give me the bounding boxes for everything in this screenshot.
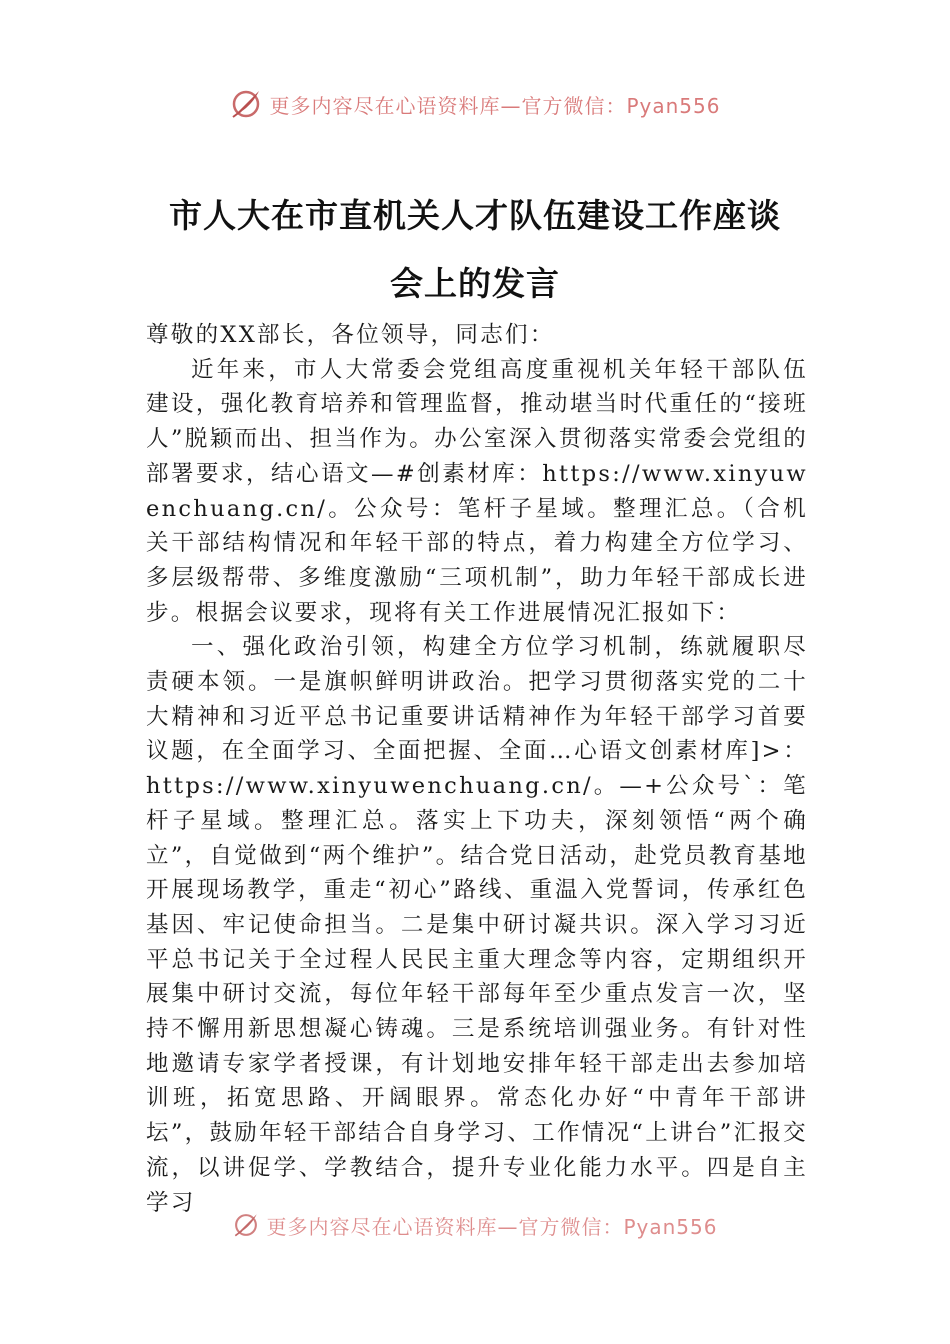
- document-body: [146, 318, 808, 1220]
- watermark-header: [0, 86, 950, 122]
- document-title-line-1: 市人大在市直机关人才队伍建设工作座谈: [169, 196, 781, 235]
- quill-logo-icon: [232, 1211, 260, 1239]
- salutation: 尊敬的XX部长，各位领导，同志们：: [146, 322, 555, 348]
- document-title-line-2: 会上的发言: [390, 264, 560, 303]
- watermark-text: 更多内容尽在心语资料库—官方微信：Pyan556: [269, 93, 721, 118]
- watermark-text: 更多内容尽在心语资料库—官方微信：Pyan556: [266, 1214, 718, 1239]
- quill-logo-icon: [229, 87, 263, 121]
- watermark-footer: [0, 1210, 950, 1240]
- paragraph-1: 近年来，市人大常委会党组高度重视机关年轻干部队伍建设，强化教育培养和管理监督，推动堪当时代重任的“接班人”脱颖而出、担当作为。办公室深入贯彻落实常委会党组的部署要求，结心语文—#创素材库：https://www.xinyuwenchuang.cn/。公众号：笔杆子星域。整理汇总。（合机关干部结构情况和年轻干部的特点，着力构建全方位学习、多层级帮带、多维度激励“三项机制”，助力年轻干部成长进步。根据会议要求，现将有关工作进展情况汇报如下：: [146, 356, 808, 626]
- paragraph-2: 一、强化政治引领，构建全方位学习机制，练就履职尽责硬本领。一是旗帜鲜明讲政治。把学习贯彻落实党的二十大精神和习近平总书记重要讲话精神作为年轻干部学习首要议题，在全面学习、全面把握、全面…心语文创素材库]>：https://www.xinyuwenchuang.cn/。—+公众号`：笔杆子星域。整理汇总。落实上下功夫，深刻领悟“两个确立”，自觉做到“两个维护”。结合党日活动，赴党员教育基地开展现场教学，重走“初心”路线、重温入党誓词，传承红色基因、牢记使命担当。二是集中研讨凝共识。深入学习习近平总书记关于全过程人民民主重大理念等内容，定期组织开展集中研讨交流，每位年轻干部每年至少重点发言一次，坚持不懈用新思想凝心铸魂。三是系统培训强业务。有针对性地邀请专家学者授课，有计划地安排年轻干部走出去参加培训班，拓宽思路、开阔眼界。常态化办好“中青年干部讲坛”，鼓励年轻干部结合自身学习、工作情况“上讲台”汇报交流，以讲促学、学教结合，提升专业化能力水平。四是自主学习: [146, 634, 808, 1216]
